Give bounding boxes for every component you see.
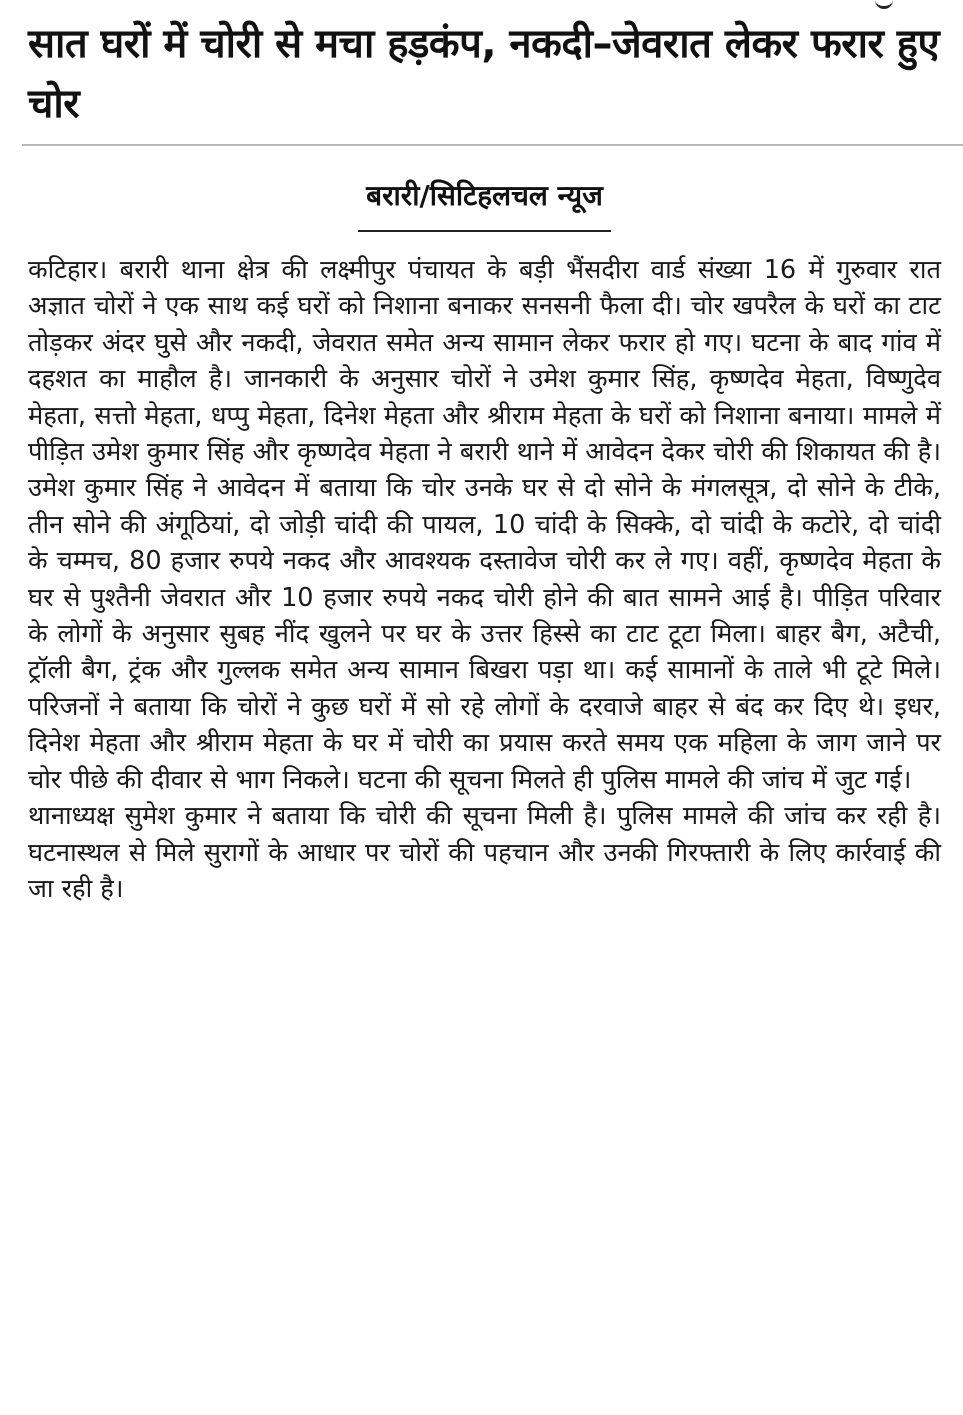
article-paragraph-2: थानाध्यक्ष सुमेश कुमार ने बताया कि चोरी की सूचना मिली है। पुलिस मामले की जांच कर रही है। घटनास्थल से मिले सुरागों के आधार पर चोरों की पहचान और उनकी गिरफ्तारी के लिए कार्रवाई की जा रही है। <box>28 801 941 904</box>
article-body <box>28 252 941 907</box>
byline-container <box>28 176 941 232</box>
byline: बरारी/सिटिहलचल न्यूज <box>358 176 611 232</box>
headline-divider <box>22 144 963 146</box>
headline: सात घरों में चोरी से मचा हड़कंप, नकदी–जेवरात लेकर फरार हुए चोर <box>28 21 940 127</box>
article-paragraph-1: कटिहार। बरारी थाना क्षेत्र की लक्ष्मीपुर पंचायत के बड़ी भैंसदीरा वार्ड संख्या 16 में गुरुवार रात अज्ञात चोरों ने एक साथ कई घरों को निशाना बनाकर सनसनी फैला दी। चोर खपरैल के घरों का टाट तोड़कर अंदर घुसे और नकदी, जेवरात समेत अन्य सामान लेकर फरार हो गए। घटना के बाद गांव में दहशत का माहौल है। जानकारी के अनुसार चोरों ने उमेश कुमार सिंह, कृष्णदेव मेहता, विष्णुदेव मेहता, सत्तो मेहता, धप्पु मेहता, दिनेश मेहता और श्रीराम मेहता के घरों को निशाना बनाया। मामले में पीड़ित उमेश कुमार सिंह और कृष्णदेव मेहता ने बरारी थाने में आवेदन देकर चोरी की शिकायत की है। उमेश कुमार सिंह ने आवेदन में बताया कि चोर उनके घर से दो सोने के मंगलसूत्र, दो सोने के टीके, तीन सोने की अंगूठियां, दो जोड़ी चांदी की पायल, 10 चांदी के सिक्के, दो चांदी के कटोरे, दो चांदी के चम्मच, 80 हजार रुपये नकद और आवश्यक दस्तावेज चोरी कर ले गए। वहीं, कृष्णदेव मेहता के घर से पुश्तैनी जेवरात और 10 हजार रुपये नकद चोरी होने की बात सामने आई है। पीड़ित परिवार के लोगों के अनुसार सुबह नींद खुलने पर घर के उत्तर हिस्से का टाट टूटा मिला। बाहर बैग, अटैची, ट्रॉली बैग, ट्रंक और गुल्लक समेत अन्य सामान बिखरा पड़ा था। कई सामानों के ताले भी टूटे मिले। परिजनों ने बताया कि चोरों ने कुछ घरों में सो रहे लोगों के दरवाजे बाहर से बंद कर दिए थे। इधर, दिनेश मेहता और श्रीराम मेहता के घर में चोरी का प्रयास करते समय एक महिला के जाग जाने पर चोर पीछे की दीवार से भाग निकले। घटना की सूचना मिलते ही पुलिस मामले की जांच में जुट गई। <box>28 255 941 795</box>
